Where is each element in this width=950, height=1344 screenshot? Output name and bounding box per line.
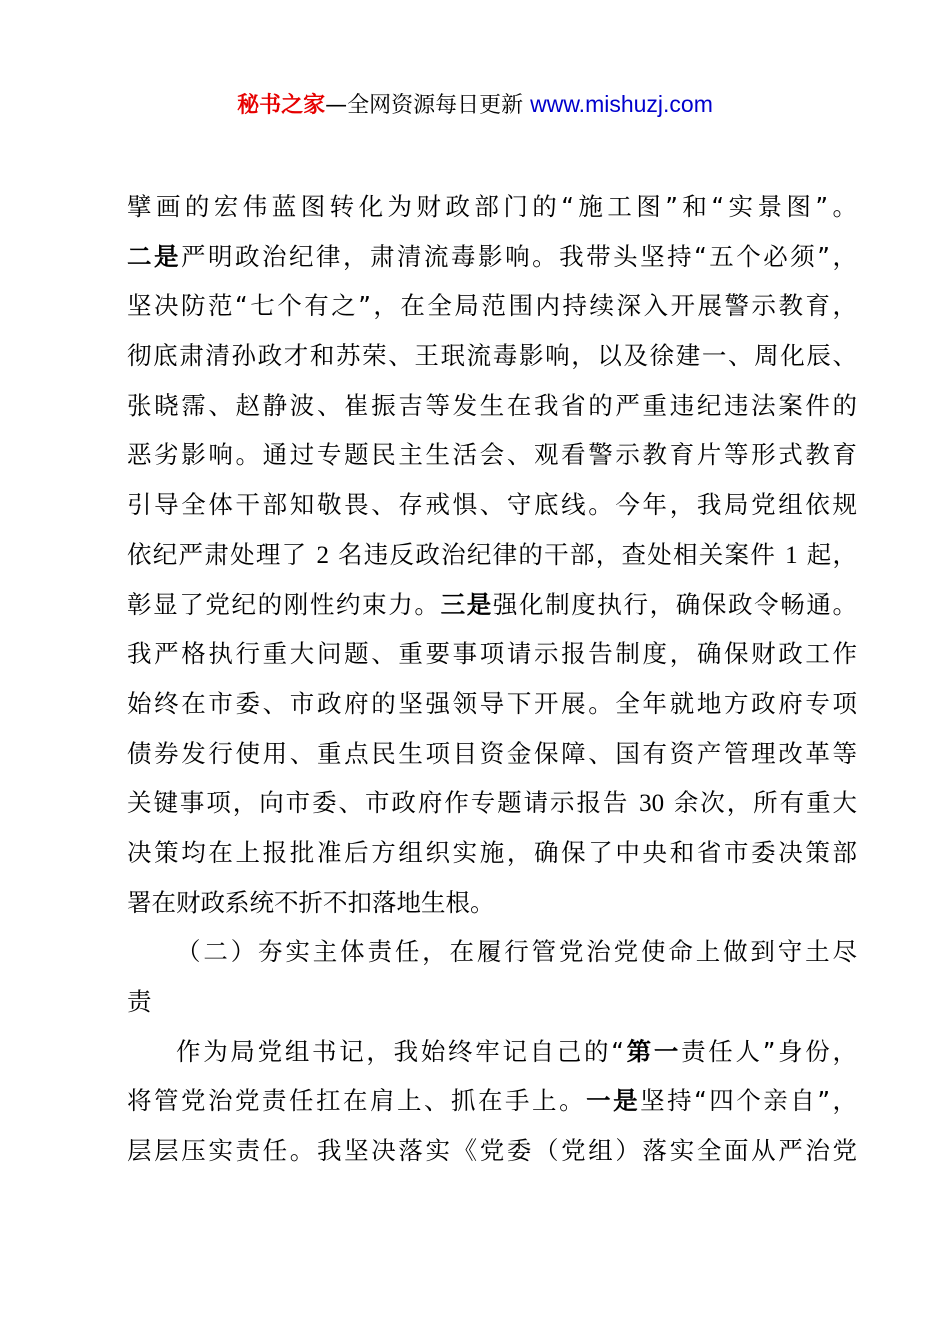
text-line: 署在财政系统不折不扣落地生根。 (127, 887, 495, 917)
text-line: 依纪严肃处理了 2 名违反政治纪律的干部，查处相关案件 1 起， (127, 539, 857, 569)
text-line: 决策均在上报批准后方组织实施，确保了中央和省市委决策部 (127, 837, 857, 867)
text-line: 将管党治党责任扛在肩上、抓在手上。一是坚持“四个亲自”， (127, 1086, 857, 1116)
section-heading-end: 责 (127, 987, 152, 1016)
page-header (0, 86, 950, 124)
text-line: 恶劣影响。通过专题民主生活会、观看警示教育片等形式教育 (127, 440, 857, 470)
site-url-link[interactable]: www.mishuzj.com (530, 91, 713, 117)
text-line: 作为局党组书记，我始终牢记自己的“第一责任人”身份， (176, 1036, 857, 1066)
bold-marker: 二是 (127, 241, 182, 271)
text-line: 我严格执行重大问题、重要事项请示报告制度，确保财政工作 (127, 639, 857, 669)
text-line: 彰显了党纪的刚性约束力。三是强化制度执行，确保政令畅通。 (127, 589, 857, 619)
text-line: 坚决防范“七个有之”，在全局范围内持续深入开展警示教育， (127, 291, 857, 321)
bold-marker: 一是 (586, 1086, 641, 1116)
number: 2 (316, 541, 329, 569)
text-line: 始终在市委、市政府的坚强领导下开展。全年就地方政府专项 (127, 688, 857, 718)
text-line: 引导全体干部知敬畏、存戒惧、守底线。今年，我局党组依规 (127, 490, 857, 520)
text-line: 二是严明政治纪律，肃清流毒影响。我带头坚持“五个必须”， (127, 241, 857, 271)
text-line: 层层压实责任。我坚决落实《党委（党组）落实全面从严治党 (127, 1136, 857, 1166)
bold-marker: 三是 (440, 589, 493, 619)
text-line: 擘画的宏伟蓝图转化为财政部门的“施工图”和“实景图”。 (127, 192, 857, 221)
text-line: 张晓霈、赵静波、崔振吉等发生在我省的严重违纪违法案件的 (127, 390, 857, 420)
number: 30 (639, 790, 665, 818)
text-line: 债券发行使用、重点民生项目资金保障、国有资产管理改革等 (127, 738, 857, 768)
text-line: 彻底肃清孙政才和苏荣、王珉流毒影响，以及徐建一、周化辰、 (127, 341, 857, 371)
number: 1 (785, 541, 798, 569)
document-body (127, 182, 857, 1176)
header-tagline: —全网资源每日更新 (325, 93, 531, 118)
text-line: 关键事项，向市委、市政府作专题请示报告 30 余次，所有重大 (127, 788, 857, 818)
brand-name: 秘书之家 (237, 93, 326, 118)
section-heading: （二）夯实主体责任，在履行管党治党使命上做到守土尽 (176, 937, 857, 967)
bold-marker: 第一 (623, 1036, 682, 1066)
